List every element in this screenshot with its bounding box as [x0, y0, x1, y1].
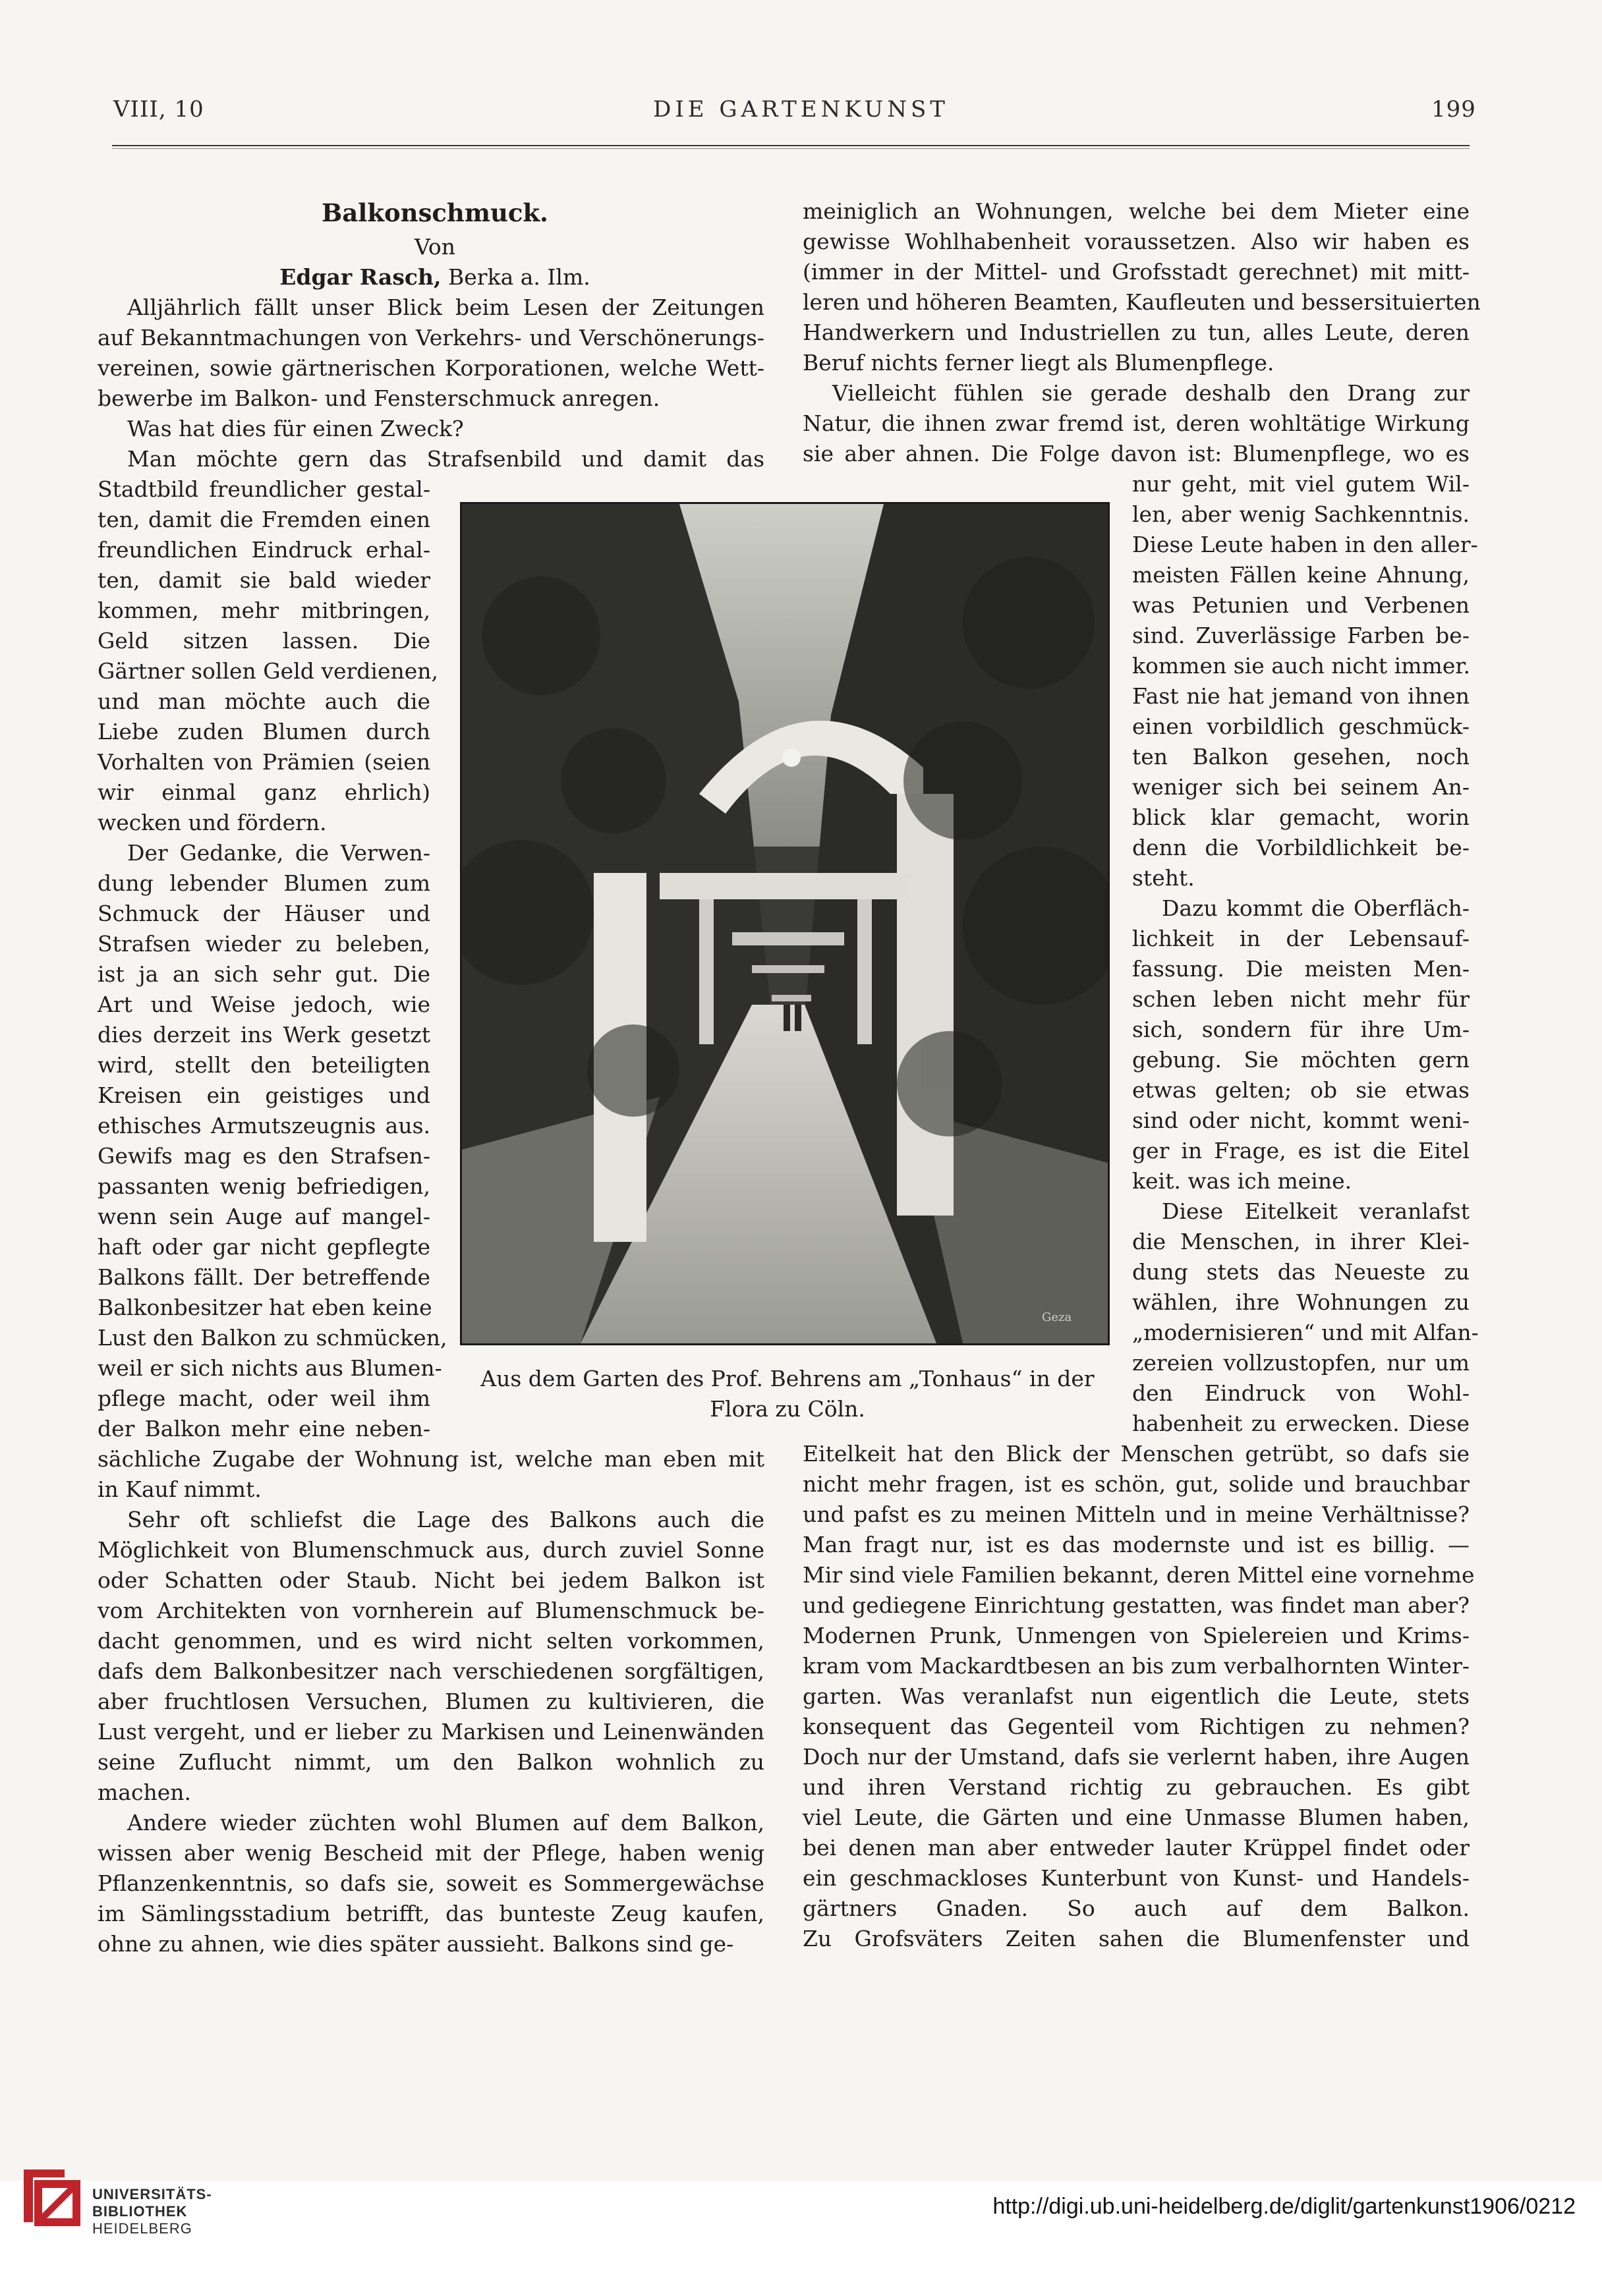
left-column-line: Alljährlich fällt unser Blick beim Lesen der Zeitungen — [127, 294, 764, 320]
right-column-line: und pafst es zu meinen Mitteln und in meine Verhältnisse? — [803, 1501, 1470, 1527]
left-column-line: freundlichen Eindruck erhal- — [98, 537, 430, 563]
left-column-line: Der Gedanke, die Verwen- — [127, 840, 430, 866]
header-journal-title: DIE GARTENKUNST — [653, 96, 949, 123]
right-column-line: was Petunien und Verbenen — [1132, 592, 1470, 618]
byline-von: Von — [415, 234, 455, 260]
right-column-line: Modernen Prunk, Unmengen von Spielereien und Krims- — [803, 1623, 1470, 1648]
photo-caption-line-1: Aus dem Garten des Prof. Behrens am „Tonhaus“ in der — [480, 1366, 1095, 1391]
left-column-line: Andere wieder züchten wohl Blumen auf dem Balkon, — [127, 1810, 764, 1835]
right-column-line: nicht mehr fragen, ist es schön, gut, solide und brauchbar — [803, 1471, 1470, 1497]
right-column-line: Fast nie hat jemand von ihnen — [1132, 683, 1470, 709]
header-rule-thin — [112, 148, 1470, 149]
byline — [105, 262, 764, 293]
right-column-line: bei denen man aber entweder lauter Krüppel findet oder — [803, 1835, 1470, 1861]
right-column-line: ten Balkon gesehen, noch — [1132, 744, 1470, 770]
right-column-line: steht. — [1132, 865, 1195, 891]
left-column-line: Art und Weise jedoch, wie — [98, 992, 430, 1017]
right-column-line: die Menschen, in ihrer Klei- — [1132, 1229, 1470, 1254]
right-column-line: nur geht, mit viel gutem Wil- — [1132, 471, 1470, 497]
author-name: Edgar Rasch, — [279, 264, 442, 290]
university-library-logo — [18, 2164, 82, 2227]
right-column-line: „modernisieren“ und mit Alfan- — [1132, 1320, 1479, 1345]
right-column-line: wählen, ihre Wohnungen zu — [1132, 1289, 1470, 1315]
left-column-line: wenn sein Auge auf mangel- — [98, 1204, 430, 1229]
left-column-line: machen. — [98, 1779, 191, 1805]
right-column-line: gebung. Sie möchten gern — [1132, 1047, 1470, 1073]
left-column-line: Balkons fällt. Der betreffende — [98, 1264, 430, 1290]
photo-caption-line-2: Flora zu Cöln. — [710, 1396, 865, 1422]
left-column-line: vereinen, sowie gärtnerischen Korporationen, welche Wett- — [98, 355, 764, 381]
left-column-line: dies derzeit ins Werk gesetzt — [98, 1022, 430, 1048]
right-column-line: gewisse Wohlhabenheit voraussetzen. Also wir haben es — [803, 229, 1470, 254]
left-column-line: Schmuck der Häuser und — [98, 901, 430, 926]
logo-text-line-2: BIBLIOTHEK — [92, 2203, 188, 2220]
left-column-line: Man möchte gern das Strafsenbild und damit das — [127, 446, 764, 472]
right-column-line: Handwerkern und Industriellen zu tun, alles Leute, deren — [803, 320, 1470, 345]
left-column-line: Lust den Balkon zu schmücken, — [98, 1325, 447, 1351]
source-url-link[interactable]: http://digi.ub.uni-heidelberg.de/diglit/gartenkunst1906/0212 — [992, 2194, 1576, 2219]
right-column-line: konsequent das Gegenteil vom Richtigen zu nehmen? — [803, 1714, 1470, 1739]
right-column-line: Zu Grofsväters Zeiten sahen die Blumenfenster und — [803, 1926, 1470, 1951]
right-column-line: meisten Fällen keine Ahnung, — [1132, 562, 1470, 588]
pergola-image — [462, 504, 1108, 1343]
right-column-line: schen leben nicht mehr für — [1132, 986, 1470, 1012]
right-column-line: sie aber ahnen. Die Folge davon ist: Blumenpflege, wo es — [803, 441, 1470, 466]
left-column-line: ohne zu ahnen, wie dies später aussieht. Balkons sind ge- — [98, 1931, 734, 1957]
right-column-line: ein geschmackloses Kunterbunt von Kunst- und Handels- — [803, 1865, 1470, 1891]
left-column-line: wird, stellt den beteiligten — [98, 1052, 430, 1078]
right-column-line: kram vom Mackardtbesen an bis zum verbalhornten Winter- — [803, 1653, 1470, 1679]
left-column-line: dafs dem Balkonbesitzer nach verschiedenen sorgfältigen, — [98, 1658, 764, 1684]
left-column-line: vom Architekten von vornherein auf Blumenschmuck be- — [98, 1598, 764, 1623]
right-column-line: fassung. Die meisten Men- — [1132, 956, 1470, 982]
left-column-line: ten, damit sie bald wieder — [98, 567, 430, 593]
left-column-line: wir einmal ganz ehrlich) — [98, 779, 430, 805]
right-column-line: habenheit zu erwecken. Diese — [1132, 1411, 1470, 1436]
left-column-line: Liebe zuden Blumen durch — [98, 719, 430, 744]
right-column-line: Beruf nichts ferner liegt als Blumenpflege. — [803, 350, 1274, 376]
right-column-line: leren und höheren Beamten, Kaufleuten und bessersituierten — [803, 289, 1481, 315]
right-column-line: Man fragt nur, ist es das modernste und ist es billig. — — [803, 1532, 1470, 1557]
right-column-line: zereien vollzustopfen, nur um — [1132, 1350, 1470, 1376]
left-column-line: Vorhalten von Prämien (seien — [98, 749, 430, 775]
left-column-line: Lust vergeht, und er lieber zu Markisen und Leinenwänden — [98, 1719, 764, 1745]
right-column-line: Diese Eitelkeit veranlafst — [1162, 1198, 1470, 1224]
left-column-line: Strafsen wieder zu beleben, — [98, 931, 430, 957]
right-column-line: Eitelkeit hat den Blick der Menschen getrübt, so dafs sie — [803, 1441, 1470, 1467]
left-column-line: bewerbe im Balkon- und Fensterschmuck anregen. — [98, 385, 660, 411]
left-column-line: Gewifs mag es den Strafsen- — [98, 1143, 430, 1169]
logo-text-line-3: HEIDELBERG — [92, 2220, 192, 2237]
left-column-line: oder Schatten oder Staub. Nicht bei jedem Balkon ist — [98, 1567, 764, 1593]
left-column-line: und man möchte auch die — [98, 688, 430, 714]
right-column-line: len, aber wenig Sachkenntnis. — [1132, 501, 1470, 527]
right-column-line: keit. was ich meine. — [1132, 1168, 1352, 1194]
left-column-line: passanten wenig befriedigen, — [98, 1173, 430, 1199]
right-column-line: sich, sondern für ihre Um- — [1132, 1017, 1470, 1042]
left-column-line: Stadtbild freundlicher gestal- — [98, 476, 430, 502]
header-rule — [112, 145, 1470, 146]
right-column-line: sind oder nicht, kommt weni- — [1132, 1107, 1470, 1133]
right-column-line: dung stets das Neueste zu — [1132, 1259, 1470, 1285]
right-column-line: kommen sie auch nicht immer. — [1132, 653, 1470, 679]
header-page-number: 199 — [1431, 96, 1476, 123]
svg-text:Geza: Geza — [1042, 1310, 1072, 1324]
left-column-line: dacht genommen, und es wird nicht selten vorkommen, — [98, 1628, 764, 1654]
right-column-line: etwas gelten; ob sie etwas — [1132, 1077, 1470, 1103]
article-title: Balkonschmuck. — [322, 198, 548, 227]
right-column-line: einen vorbildlich geschmück- — [1132, 714, 1470, 739]
right-column-line: Diese Leute haben in den aller- — [1132, 532, 1478, 557]
left-column-line: sächliche Zugabe der Wohnung ist, welche man eben mit — [98, 1446, 764, 1472]
left-column-line: Balkonbesitzer hat eben keine — [98, 1295, 432, 1320]
right-column-line: ger in Frage, es ist die Eitel — [1132, 1138, 1470, 1163]
right-column-line: viel Leute, die Gärten und eine Unmasse Blumen haben, — [803, 1805, 1470, 1830]
left-column-line: weil er sich nichts aus Blumen- — [98, 1355, 442, 1381]
right-column-line: blick klar gemacht, worin — [1132, 804, 1470, 830]
right-column-line: Dazu kommt die Oberfläch- — [1162, 895, 1470, 921]
left-column-line: in Kauf nimmt. — [98, 1476, 262, 1502]
left-column-line: ist ja an sich sehr gut. Die — [98, 961, 430, 987]
header-volume: VIII, 10 — [113, 96, 204, 123]
right-column-line: Vielleicht fühlen sie gerade deshalb den Drang zur — [832, 380, 1470, 406]
right-column-line: den Eindruck von Wohl- — [1132, 1380, 1470, 1406]
logo-text-line-1: UNIVERSITÄTS- — [92, 2186, 212, 2202]
right-column-line: (immer in der Mittel- und Grofsstadt gerechnet) mit mitt- — [803, 259, 1470, 285]
right-column-line: Mir sind viele Familien bekannt, deren Mittel eine vornehme — [803, 1562, 1475, 1588]
author-place: Berka a. Ilm. — [448, 264, 590, 290]
right-column-line: meiniglich an Wohnungen, welche bei dem Mieter eine — [803, 198, 1470, 224]
left-column-line: seine Zuflucht nimmt, um den Balkon wohnlich zu — [98, 1749, 764, 1775]
left-column-line: Was hat dies für einen Zweck? — [127, 416, 464, 441]
left-column-line: Sehr oft schliefst die Lage des Balkons auch die — [127, 1507, 764, 1532]
right-column-line: Natur, die ihnen zwar fremd ist, deren wohltätige Wirkung — [803, 410, 1470, 436]
right-column-line: sind. Zuverlässige Farben be- — [1132, 623, 1470, 648]
left-column-line: haft oder gar nicht gepflegte — [98, 1234, 430, 1260]
right-column-line: denn die Vorbildlichkeit be- — [1132, 835, 1470, 860]
left-column-line: pflege macht, oder weil ihm — [98, 1386, 430, 1411]
right-column-line: Doch nur der Umstand, dafs sie verlernt haben, ihre Augen — [803, 1744, 1470, 1770]
right-column-line: gärtners Gnaden. So auch auf dem Balkon. — [803, 1895, 1470, 1921]
left-column-line: auf Bekanntmachungen von Verkehrs- und Verschönerungs- — [98, 325, 764, 350]
right-column-line: lichkeit in der Lebensauf- — [1132, 926, 1470, 951]
left-column-line: kommen, mehr mitbringen, — [98, 598, 430, 623]
left-column-line: ten, damit die Fremden einen — [98, 507, 430, 532]
right-column-line: und gediegene Einrichtung gestatten, was findet man aber? — [803, 1592, 1470, 1618]
left-column-line: ethisches Armutszeugnis aus. — [98, 1113, 430, 1138]
left-column-line: der Balkon mehr eine neben- — [98, 1416, 430, 1442]
left-column-line: aber fruchtlosen Versuchen, Blumen zu kultivieren, die — [98, 1689, 764, 1714]
left-column-line: Pflanzenkenntnis, so dafs sie, soweit es Sommergewächse — [98, 1870, 764, 1896]
left-column-line: im Sämlingsstadium betrifft, das bunteste Zeug kaufen, — [98, 1901, 764, 1926]
left-column-line: Kreisen ein geistiges und — [98, 1082, 430, 1108]
garden-photograph — [460, 502, 1110, 1345]
left-column-line: Möglichkeit von Blumenschmuck aus, durch zuviel Sonne — [98, 1537, 764, 1563]
right-column-line: garten. Was veranlafst nun eigentlich die Leute, stets — [803, 1683, 1470, 1709]
left-column-line: Geld sitzen lassen. Die — [98, 628, 430, 654]
left-column-line: dung lebender Blumen zum — [98, 870, 430, 896]
right-column-line: und ihren Verstand richtig zu gebrauchen. Es gibt — [803, 1774, 1470, 1800]
left-column-line: wecken und fördern. — [98, 810, 327, 835]
right-column-line: weniger sich bei seinem An- — [1132, 774, 1470, 800]
left-column-line: wissen aber wenig Bescheid mit der Pflege, haben wenig — [98, 1840, 764, 1866]
left-column-line: Gärtner sollen Geld verdienen, — [98, 658, 439, 684]
